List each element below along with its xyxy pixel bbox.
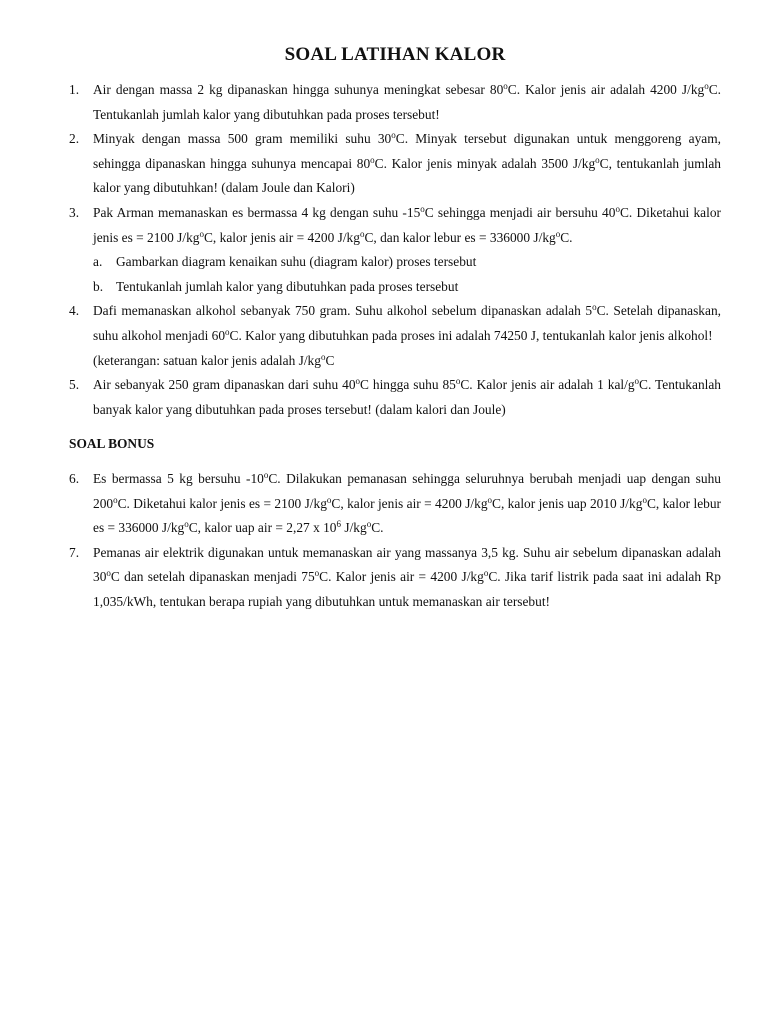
- superscript: o: [320, 351, 326, 362]
- question-text: Es bermassa 5 kg bersuhu -10$^o$C. Dilakukan pemanasan sehingga seluruhnya berubah menjadi uap dengan suhu 200$^o$C. Diketahui kalor jenis es = 2100 $J/kg^oC$, kalor jenis air = 4200 $J/kg^oC$, kalor jenis uap 2010 $J/kg^oC$, kalor lebur es = 336000 $J/kg^oC$, kalor uap air = 2,27 x $10^6$ $J/kg^oC$.: [93, 469, 721, 536]
- question-item: [69, 78, 721, 127]
- superscript: o: [642, 494, 647, 505]
- superscript: o: [483, 568, 489, 579]
- bonus-question-list: [69, 467, 721, 615]
- superscript: o: [370, 154, 375, 165]
- question-list: [69, 78, 721, 422]
- sub-question-item: [93, 250, 721, 275]
- sub-question-list: [93, 250, 721, 299]
- superscript: o: [314, 568, 320, 579]
- superscript: o: [326, 494, 332, 505]
- superscript: o: [592, 302, 597, 313]
- superscript: o: [420, 203, 425, 214]
- sub-question-letter: a.: [93, 254, 103, 270]
- superscript: o: [106, 568, 111, 579]
- superscript: o: [555, 228, 561, 239]
- bonus-question-item: [69, 467, 721, 541]
- superscript: o: [595, 154, 600, 165]
- worksheet-page: [69, 42, 721, 614]
- sub-question-item: [93, 275, 721, 300]
- superscript: o: [225, 326, 230, 337]
- question-text: Air sebanyak 250 gram dipanaskan dari suhu 40$^o$C hingga suhu 85$^o$C. Kalor jenis air adalah 1 kal/$g^oC$. Tentukanlah banyak kalor yang dibutuhkan pada proses tersebut! (dalam kalori dan Joule): [93, 376, 722, 417]
- superscript: o: [199, 228, 204, 239]
- superscript: o: [113, 494, 118, 505]
- superscript: 6: [336, 519, 342, 530]
- question-number: 4.: [69, 303, 80, 319]
- question-text: Minyak dengan massa 500 gram memiliki suhu 30$^o$C. Minyak tersebut digunakan untuk menggoreng ayam, sehingga dipanaskan hingga suhunya mencapai 80$^o$C. Kalor jenis minyak adalah 3500 $J/kg^oC$, tentukanlah jumlah kalor yang dibutuhkan! (dalam Joule dan Kalori): [93, 130, 722, 196]
- page-title: SOAL LATIHAN KALOR: [284, 44, 506, 65]
- question-number: 5.: [69, 377, 80, 393]
- question-item: [69, 201, 721, 299]
- bonus-heading: SOAL BONUS: [69, 436, 155, 452]
- superscript: o: [487, 494, 493, 505]
- question-number: 6.: [69, 470, 80, 486]
- question-text: Dafi memanaskan alkohol sebanyak 750 gram. Suhu alkohol sebelum dipanaskan adalah 5$^o$C. Setelah dipanaskan, suhu alkohol menjadi 60$^o$C. Kalor yang dibutuhkan pada proses ini adalah 74250 J, tentukanlah kalor jenis alkohol!: [93, 302, 721, 343]
- question-number: 2.: [69, 131, 80, 147]
- sub-question-text: Gambarkan diagram kenaikan suhu (diagram kalor) proses tersebut: [116, 254, 477, 270]
- question-note: (keterangan: satuan kalor jenis adalah $J/kg^oC$: [93, 351, 335, 368]
- question-item: [69, 373, 721, 422]
- superscript: o: [634, 376, 640, 387]
- superscript: o: [615, 203, 620, 214]
- question-text: Pemanas air elektrik digunakan untuk memanaskan air yang massanya 3,5 kg. Suhu air sebelum dipanaskan adalah 30$^o$C dan setelah dipanaskan menjadi 75$^o$C. Kalor jenis air = 4200 $J/kg^oC$. Jika tarif listrik pada saat ini adalah Rp 1,035/kWh, tentukan berapa rupiah yang dibutuhkan untuk memanaskan air tersebut!: [93, 544, 721, 609]
- superscript: o: [704, 81, 709, 91]
- question-number: 7.: [69, 544, 80, 560]
- question-item: [69, 299, 721, 373]
- superscript: o: [355, 376, 361, 387]
- question-number: 1.: [69, 82, 80, 97]
- question-number: 3.: [69, 204, 80, 220]
- superscript: o: [503, 81, 508, 91]
- sub-question-letter: b.: [93, 278, 104, 294]
- sub-question-text: Tentukanlah jumlah kalor yang dibutuhkan pada proses tersebut: [116, 278, 459, 294]
- superscript: o: [366, 519, 372, 530]
- superscript: o: [391, 130, 396, 141]
- superscript: o: [184, 519, 189, 530]
- question-text: Air dengan massa 2 kg dipanaskan hingga suhunya meningkat sebesar 80$^o$C. Kalor jenis air adalah 4200 $J/kg^oC$. Tentukanlah jumlah kalor yang dibutuhkan pada proses tersebut!: [93, 81, 721, 122]
- superscript: o: [455, 376, 461, 387]
- bonus-question-item: [69, 541, 721, 615]
- question-text: Pak Arman memanaskan es bermassa 4 kg dengan suhu -15$^o$C sehingga menjadi air bersuhu 40$^o$C. Diketahui kalor jenis es = 2100 $J/kg^oC$, kalor jenis air = 4200 $J/kg^oC$, dan kalor lebur es = 336000 $J/kg^oC$.: [93, 203, 721, 245]
- superscript: o: [359, 228, 365, 239]
- superscript: o: [263, 469, 269, 480]
- question-item: [69, 127, 721, 201]
